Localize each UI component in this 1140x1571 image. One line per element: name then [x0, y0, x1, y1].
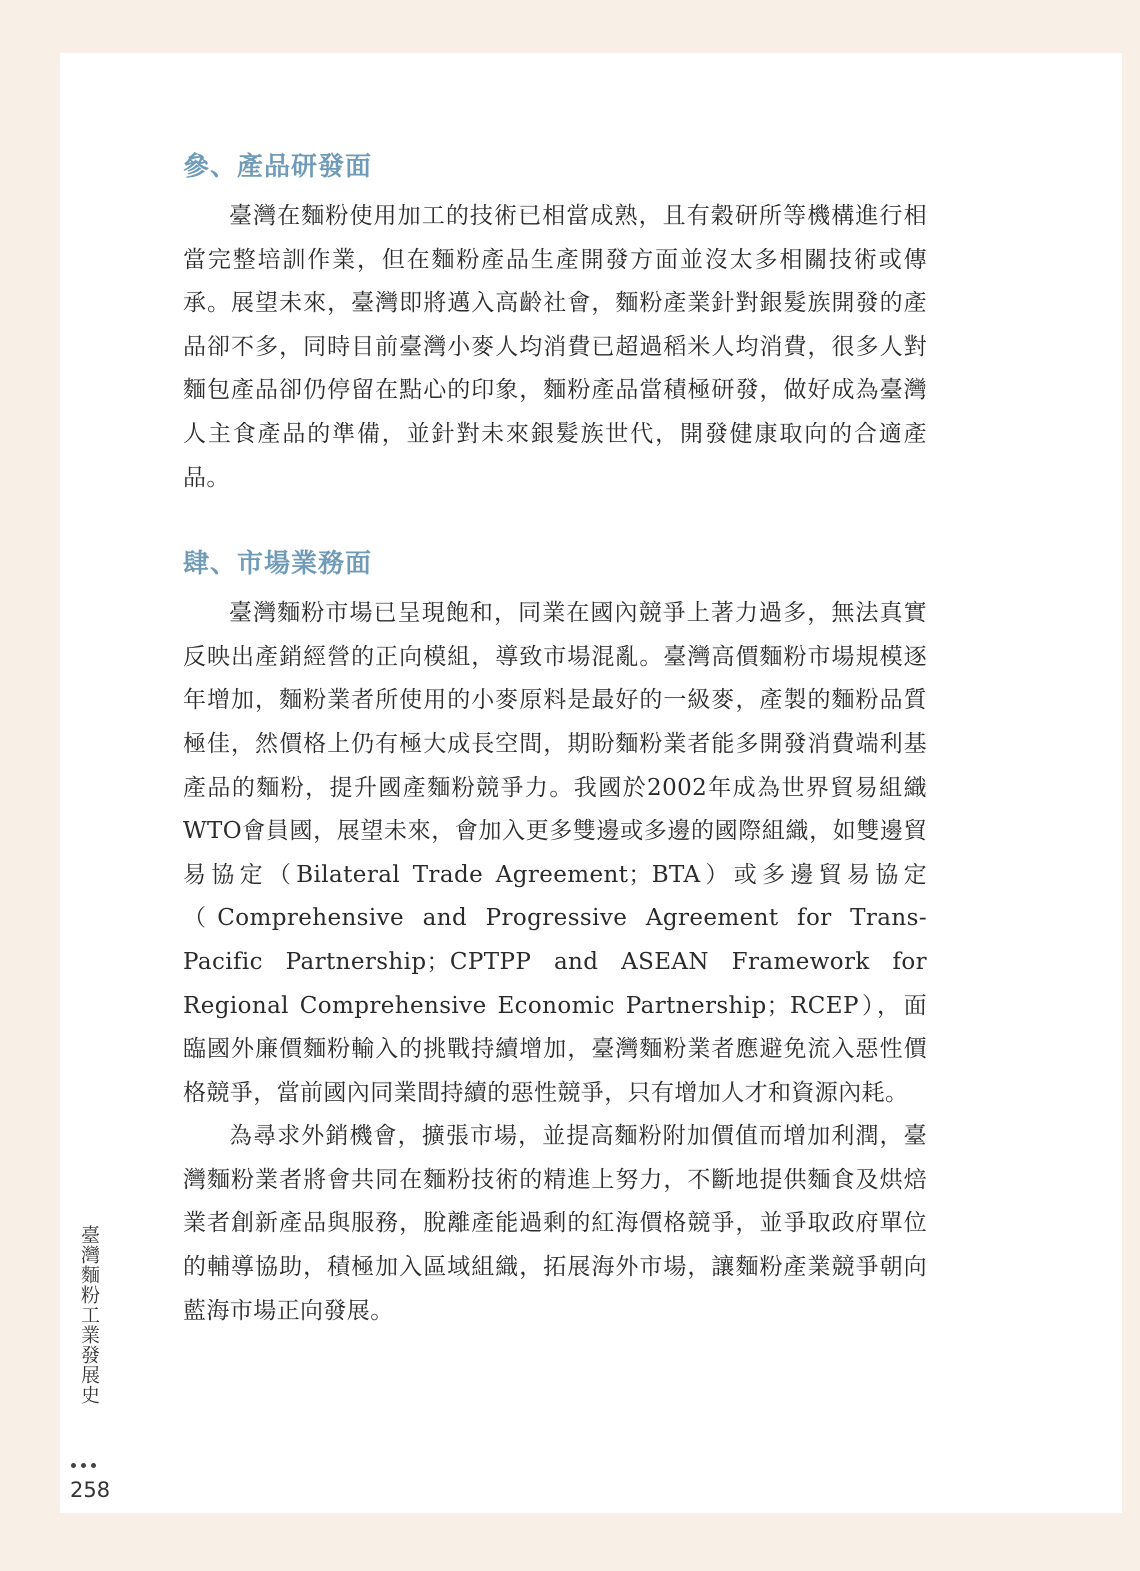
dot [81, 1463, 86, 1468]
running-book-title: 臺灣麵粉工業發展史 [78, 1225, 100, 1405]
page-number: 258 [70, 1478, 111, 1502]
dot [71, 1463, 76, 1468]
body-paragraph: 臺灣在麵粉使用加工的技術已相當成熟，且有穀研所等機構進行相當完整培訓作業，但在麵粉產品生產開發方面並沒太多相關技術或傳承。展望未來，臺灣即將邁入高齡社會，麵粉產業針對銀髮族開發的產品卻不多，同時目前臺灣小麥人均消費已超過稻米人均消費，很多人對麵包產品卻仍停留在點心的印象，麵粉產品當積極研發，做好成為臺灣人主食產品的準備，並針對未來銀髮族世代，開發健康取向的合適產品。 [183, 203, 927, 491]
section-heading-market-business: 肆、市場業務面 [183, 549, 373, 580]
book-page [60, 53, 1122, 1513]
body-paragraph: 為尋求外銷機會，擴張市場，並提高麵粉附加價值而增加利潤，臺灣麵粉業者將會共同在麵粉技術的精進上努力，不斷地提供麵食及烘焙業者創新產品與服務，脫離產能過剩的紅海價格競爭，並爭取政府單位的輔導協助，積極加入區域組織，拓展海外市場，讓麵粉產業競爭朝向藍海市場正向發展。 [183, 1123, 927, 1324]
dot [91, 1463, 96, 1468]
body-paragraph: 臺灣麵粉市場已呈現飽和，同業在國內競爭上著力過多，無法真實反映出產銷經營的正向模組，導致市場混亂。臺灣高價麵粉市場規模逐年增加，麵粉業者所使用的小麥原料是最好的一級麥，產製的麵粉品質極佳，然價格上仍有極大成長空間，期盼麵粉業者能多開發消費端利基產品的麵粉，提升國產麵粉競爭力。我國於2002年成為世界貿易組織WTO會員國，展望未來，會加入更多雙邊或多邊的國際組織，如雙邊貿易協定（Bilateral Trade Agreement；BTA）或多邊貿易協定（Comprehensive and Progressive Agreement for Trans-Pacific Partnership；CPTPP and ASEAN Framework for Regional Comprehensive Economic Partnership；RCEP），面臨國外廉價麵粉輸入的挑戰持續增加，臺灣麵粉業者應避免流入惡性價格競爭，當前國內同業間持續的惡性競爭，只有增加人才和資源內耗。 [183, 600, 927, 1106]
section-heading-product-rd: 參、產品研發面 [183, 152, 373, 182]
page-number-dots [71, 1463, 96, 1468]
page-content [183, 145, 927, 1333]
